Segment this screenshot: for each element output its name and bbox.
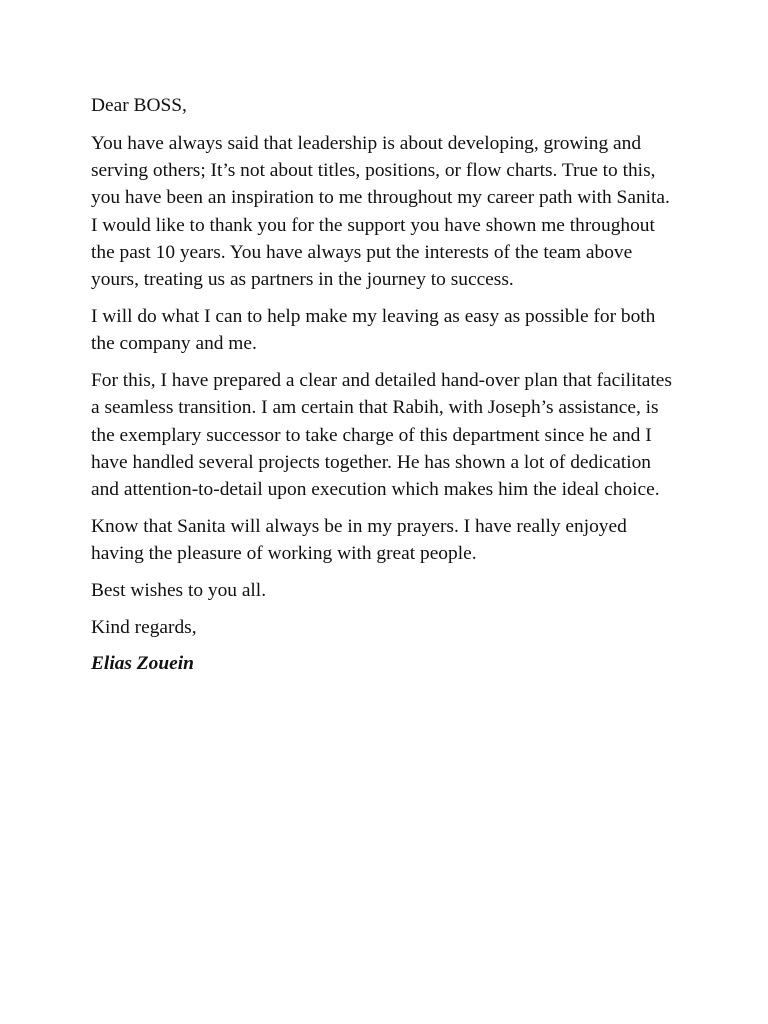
letter-signature: Elias Zouein: [91, 653, 194, 675]
letter-closing: Kind regards,: [91, 617, 197, 639]
letter-salutation: Dear BOSS,: [91, 95, 187, 116]
paragraph-handover: For this, I have prepared a clear and detailed hand-over plan that facilitates a seamless transition. I am certain that Rabih, with Joseph’s assistance, is the exemplary successor to take charge of this department since he and I have handled several projects together. He has shown a lot of dedication and attention-to-detail upon execution which makes him the ideal choice.: [91, 370, 672, 501]
paragraph-leadership: You have always said that leadership is about developing, growing and serving others; It’s not about titles, positions, or flow charts. True to this, you have been an inspiration to me throughout my career path with Sanita. I would like to thank you for the support you have shown me throughout the past 10 years. You have always put the interests of the team above yours, treating us as partners in the journey to success.: [91, 132, 670, 291]
paragraph-leaving: I will do what I can to help make my leaving as easy as possible for both the company and me.: [91, 306, 656, 355]
letter-body: [91, 92, 681, 687]
paragraph-best-wishes: Best wishes to you all.: [91, 580, 267, 602]
paragraph-prayers: Know that Sanita will always be in my prayers. I have really enjoyed having the pleasure of working with great people.: [91, 516, 627, 565]
